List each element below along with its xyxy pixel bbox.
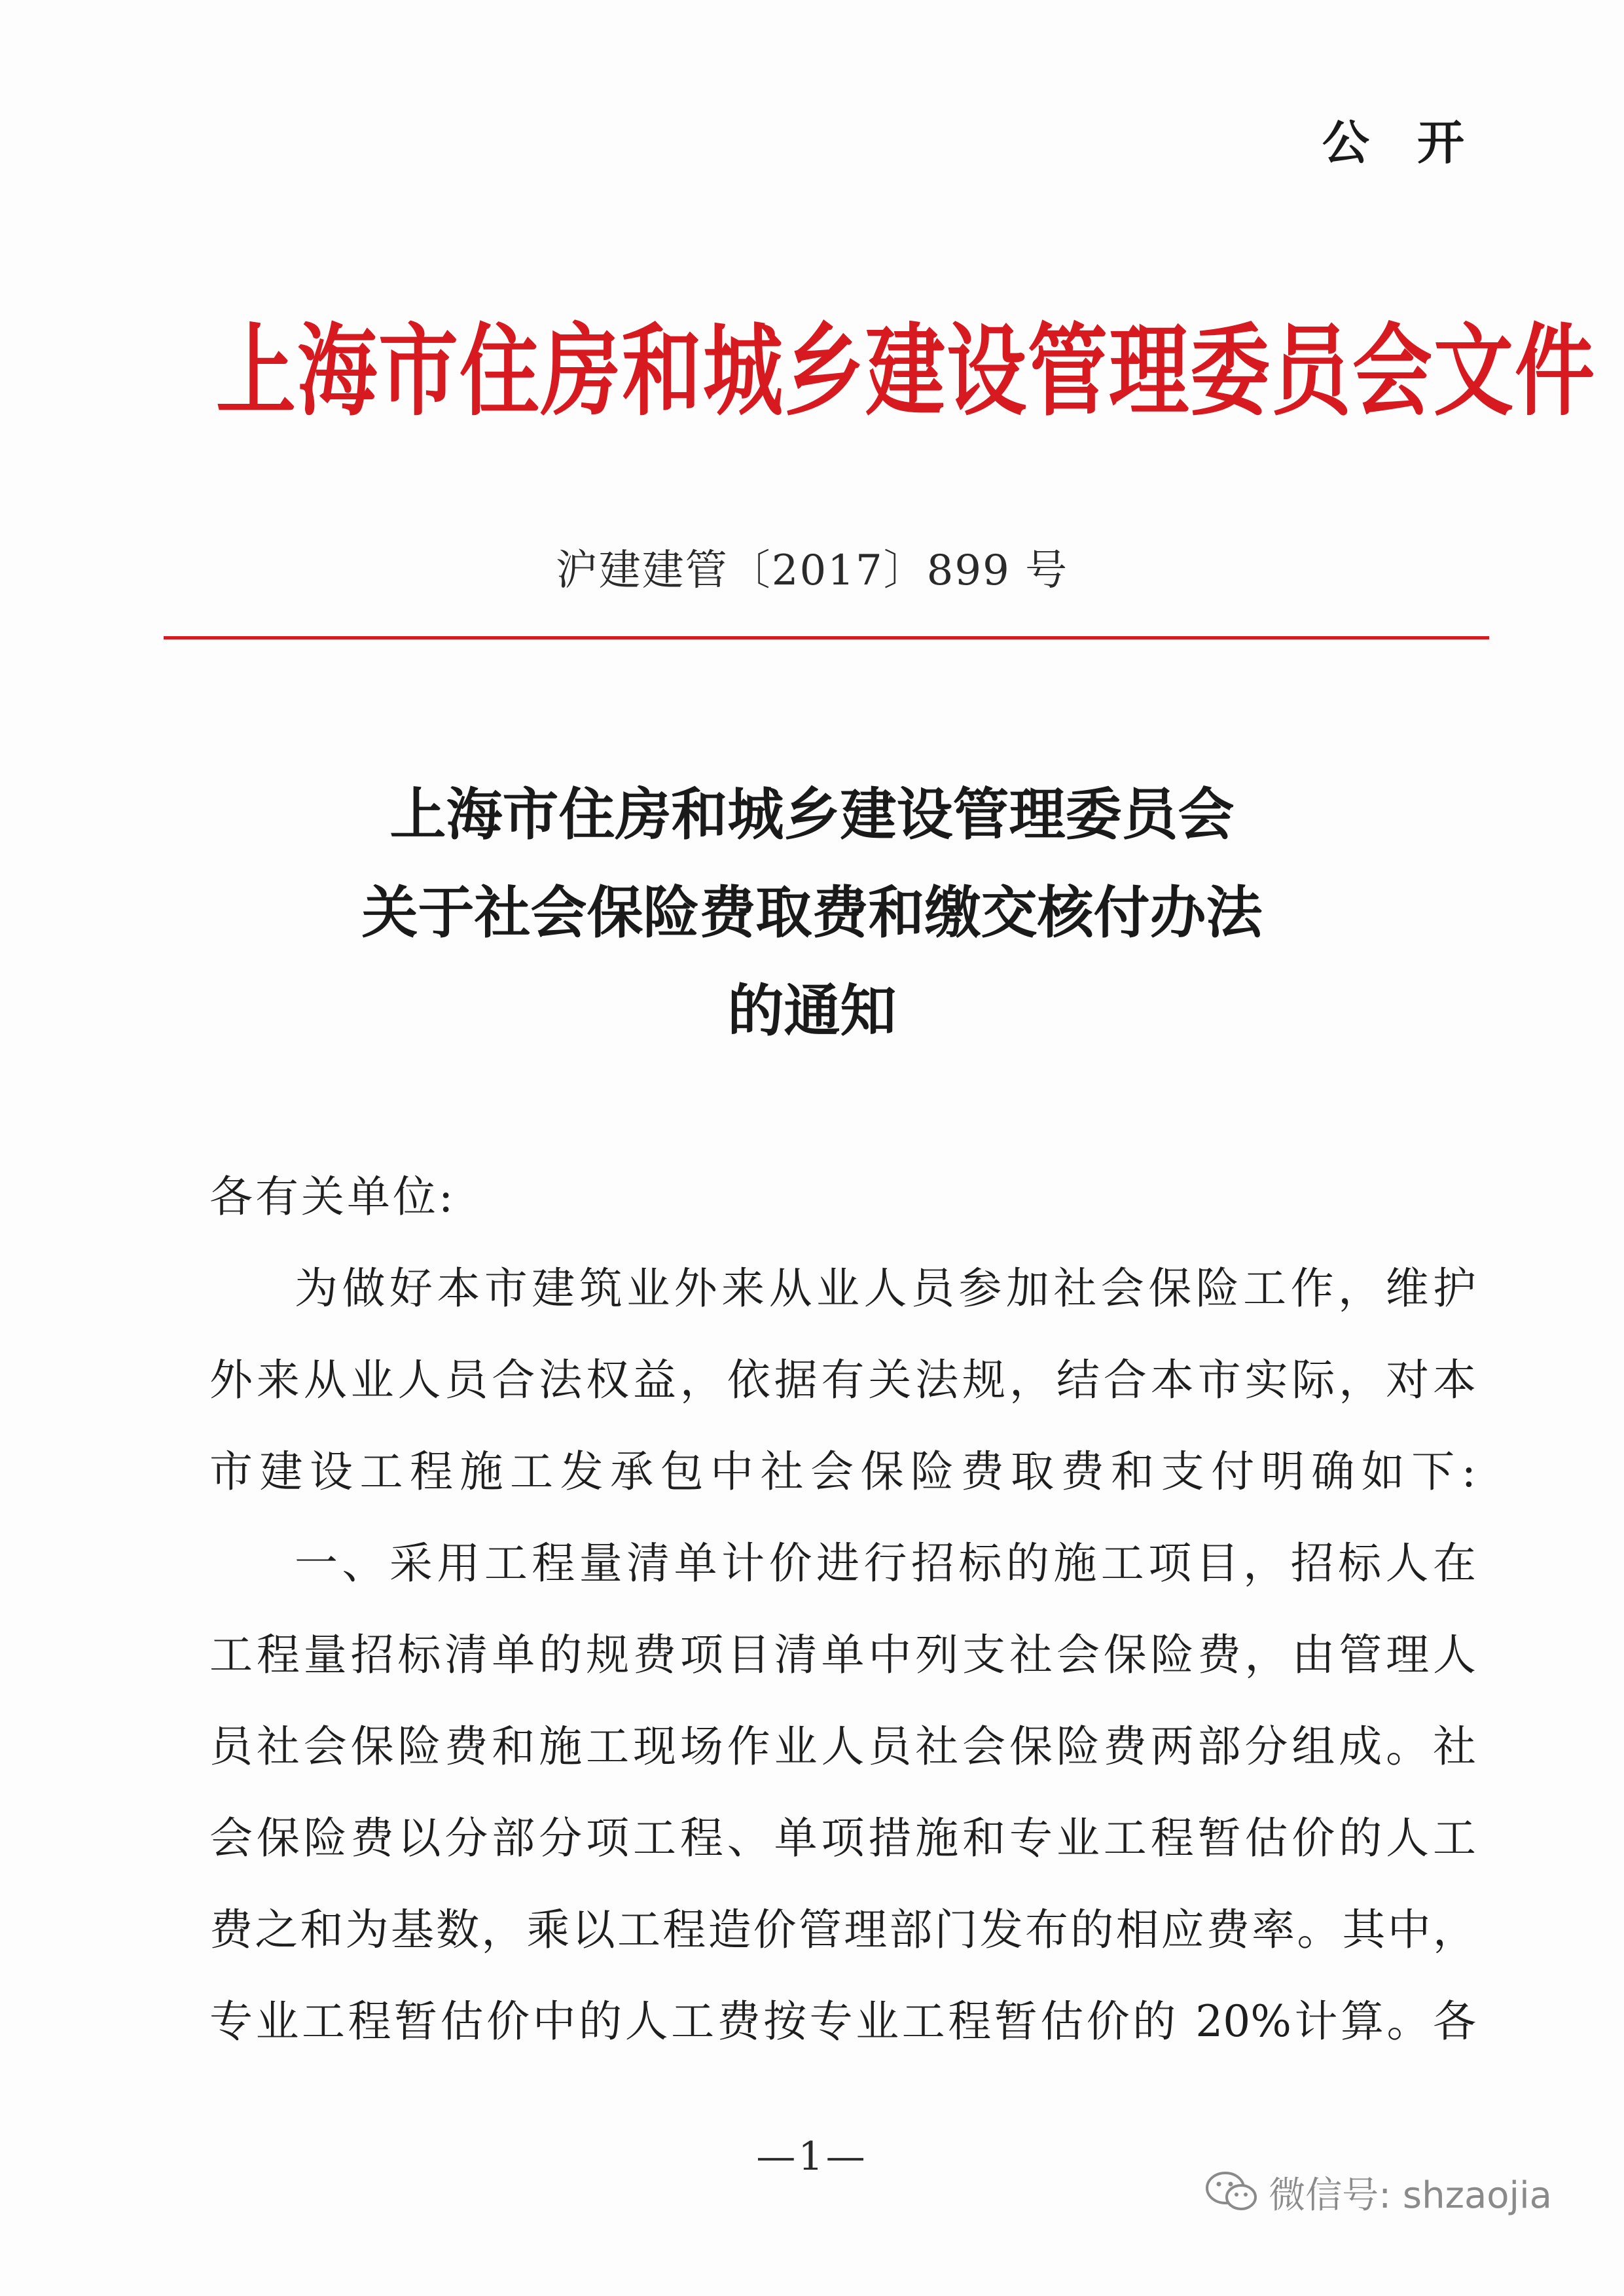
classification-label: 公 开 (1322, 115, 1480, 170)
body-line: 工程量招标清单的规费项目清单中列支社会保险费，由管理人 (209, 1630, 1476, 1680)
notice-title (0, 766, 1624, 1060)
salutation: 各有关单位: (209, 1172, 456, 1222)
watermark-text: 微信号: shzaojia (1269, 2174, 1552, 2217)
body-line: 员社会保险费和施工现场作业人员社会保险费两部分组成。社 (209, 1721, 1476, 1772)
body-line: 专业工程暂估价中的人工费按专业工程暂估价的 20%计算。各 (209, 1996, 1476, 2047)
notice-title-line-2: 关于社会保险费取费和缴交核付办法 (361, 880, 1263, 946)
issuer-title: 上海市住房和城乡建设管理委员会文件 (216, 313, 1596, 430)
body-line: 外来从业人员合法权益，依据有关法规，结合本市实际，对本 (209, 1355, 1476, 1405)
body-line: 市建设工程施工发承包中社会保险费取费和支付明确如下: (209, 1446, 1476, 1497)
body-line: 会保险费以分部分项工程、单项措施和专业工程暂估价的人工 (209, 1813, 1476, 1863)
red-divider-line (164, 636, 1489, 639)
notice-title-line-1: 上海市住房和城乡建设管理委员会 (389, 782, 1235, 848)
page-number: —1— (756, 2134, 868, 2179)
wechat-watermark (1204, 2166, 1552, 2219)
body-line: 为做好本市建筑业外来从业人员参加社会保险工作，维护 (295, 1263, 1476, 1314)
notice-title-line-3: 的通知 (727, 978, 897, 1044)
document-number: 沪建建管〔2017〕899 号 (555, 547, 1069, 595)
wechat-icon (1204, 2170, 1259, 2215)
body-line: 费之和为基数，乘以工程造价管理部门发布的相应费率。其中， (209, 1905, 1476, 1955)
body-line: 一、采用工程量清单计价进行招标的施工项目，招标人在 (295, 1538, 1476, 1588)
